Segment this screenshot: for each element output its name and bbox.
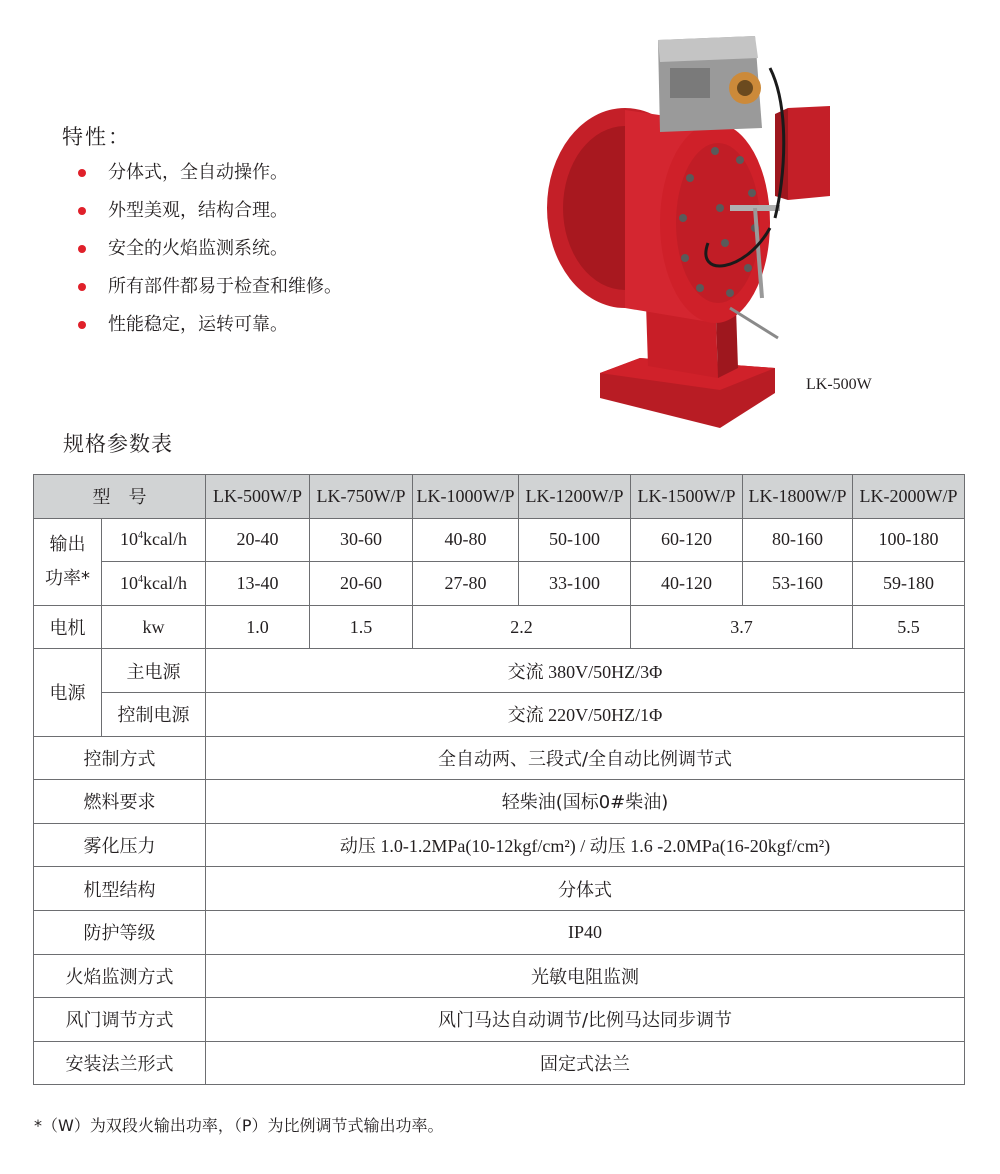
model-header: LK-500W/P bbox=[206, 475, 310, 519]
model-header: LK-2000W/P bbox=[853, 475, 965, 519]
control-power-label: 控制电源 bbox=[102, 692, 206, 736]
features-title: 特性： bbox=[62, 125, 131, 149]
bullet-dot-icon bbox=[78, 321, 86, 329]
spec-table bbox=[33, 474, 965, 1085]
motor-value: 5.5 bbox=[853, 605, 965, 649]
spec-row-value: 全自动两、三段式/全自动比例调节式 bbox=[206, 736, 965, 780]
spec-row-label: 防护等级 bbox=[34, 910, 206, 954]
bullet-dot-icon bbox=[78, 207, 86, 215]
features-list bbox=[76, 158, 342, 348]
model-header-label: 型 号 bbox=[34, 475, 206, 519]
output-value: 60-120 bbox=[631, 518, 743, 562]
table-row bbox=[34, 736, 965, 780]
output-value: 30-60 bbox=[310, 518, 413, 562]
spec-row-label: 风门调节方式 bbox=[34, 998, 206, 1042]
output-value: 53-160 bbox=[743, 562, 853, 606]
spec-row-label: 火焰监测方式 bbox=[34, 954, 206, 998]
output-value: 20-60 bbox=[310, 562, 413, 606]
model-header: LK-1200W/P bbox=[519, 475, 631, 519]
table-row bbox=[34, 998, 965, 1042]
output-value: 50-100 bbox=[519, 518, 631, 562]
feature-item: 安全的火焰监测系统。 bbox=[76, 234, 342, 272]
output-unit: $10^4kcal/h$ bbox=[102, 562, 206, 606]
spec-row-label: 燃料要求 bbox=[34, 780, 206, 824]
motor-unit: kw bbox=[102, 605, 206, 649]
table-row bbox=[34, 518, 965, 562]
model-header: LK-1000W/P bbox=[413, 475, 519, 519]
control-power-value: 交流 220V/50HZ/1Φ bbox=[206, 692, 965, 736]
bullet-dot-icon bbox=[78, 283, 86, 291]
main-power-value: 交流 380V/50HZ/3Φ bbox=[206, 649, 965, 693]
feature-item: 外型美观，结构合理。 bbox=[76, 196, 342, 234]
output-value: 100-180 bbox=[853, 518, 965, 562]
spec-row-label: 雾化压力 bbox=[34, 823, 206, 867]
bullet-dot-icon bbox=[78, 245, 86, 253]
output-value: 20-40 bbox=[206, 518, 310, 562]
spec-row-label: 机型结构 bbox=[34, 867, 206, 911]
model-header: LK-750W/P bbox=[310, 475, 413, 519]
spec-row-value: 分体式 bbox=[206, 867, 965, 911]
spec-row-value: IP40 bbox=[206, 910, 965, 954]
table-row bbox=[34, 475, 965, 519]
table-row bbox=[34, 867, 965, 911]
output-value: 13-40 bbox=[206, 562, 310, 606]
output-value: 27-80 bbox=[413, 562, 519, 606]
spec-row-value: 光敏电阻监测 bbox=[206, 954, 965, 998]
table-row bbox=[34, 692, 965, 736]
output-label: 输出 功率* bbox=[34, 518, 102, 605]
burner-product-image bbox=[540, 28, 840, 430]
table-row bbox=[34, 1041, 965, 1085]
spec-row-value: 动压 1.0-1.2MPa(10-12kgf/cm²) / 动压 1.6 -2.0MPa(16-20kgf/cm²) bbox=[206, 823, 965, 867]
feature-item: 所有部件都易于检查和维修。 bbox=[76, 272, 342, 310]
spec-table-title: 规格参数表 bbox=[63, 432, 173, 456]
spec-row-value: 固定式法兰 bbox=[206, 1041, 965, 1085]
output-value: 40-80 bbox=[413, 518, 519, 562]
model-header: LK-1800W/P bbox=[743, 475, 853, 519]
motor-value: 2.2 bbox=[413, 605, 631, 649]
motor-value: 1.0 bbox=[206, 605, 310, 649]
bullet-dot-icon bbox=[78, 169, 86, 177]
table-row bbox=[34, 954, 965, 998]
footnote: *（W）为双段火输出功率，（P）为比例调节式输出功率。 bbox=[34, 1116, 444, 1135]
table-row bbox=[34, 780, 965, 824]
product-model-caption: LK-500W bbox=[806, 376, 872, 393]
motor-label: 电机 bbox=[34, 605, 102, 649]
output-value: 33-100 bbox=[519, 562, 631, 606]
spec-row-value: 轻柴油(国标0#柴油) bbox=[206, 780, 965, 824]
spec-row-label: 安装法兰形式 bbox=[34, 1041, 206, 1085]
output-value: 80-160 bbox=[743, 518, 853, 562]
table-row bbox=[34, 823, 965, 867]
table-row bbox=[34, 910, 965, 954]
output-value: 40-120 bbox=[631, 562, 743, 606]
feature-item: 性能稳定，运转可靠。 bbox=[76, 310, 342, 348]
table-row bbox=[34, 562, 965, 606]
power-label: 电源 bbox=[34, 649, 102, 736]
output-value: 59-180 bbox=[853, 562, 965, 606]
motor-value: 3.7 bbox=[631, 605, 853, 649]
main-power-label: 主电源 bbox=[102, 649, 206, 693]
motor-value: 1.5 bbox=[310, 605, 413, 649]
spec-row-value: 风门马达自动调节/比例马达同步调节 bbox=[206, 998, 965, 1042]
output-unit: $10^4kcal/h$ bbox=[102, 518, 206, 562]
feature-item: 分体式，全自动操作。 bbox=[76, 158, 342, 196]
table-row bbox=[34, 605, 965, 649]
model-header: LK-1500W/P bbox=[631, 475, 743, 519]
table-row bbox=[34, 649, 965, 693]
spec-row-label: 控制方式 bbox=[34, 736, 206, 780]
